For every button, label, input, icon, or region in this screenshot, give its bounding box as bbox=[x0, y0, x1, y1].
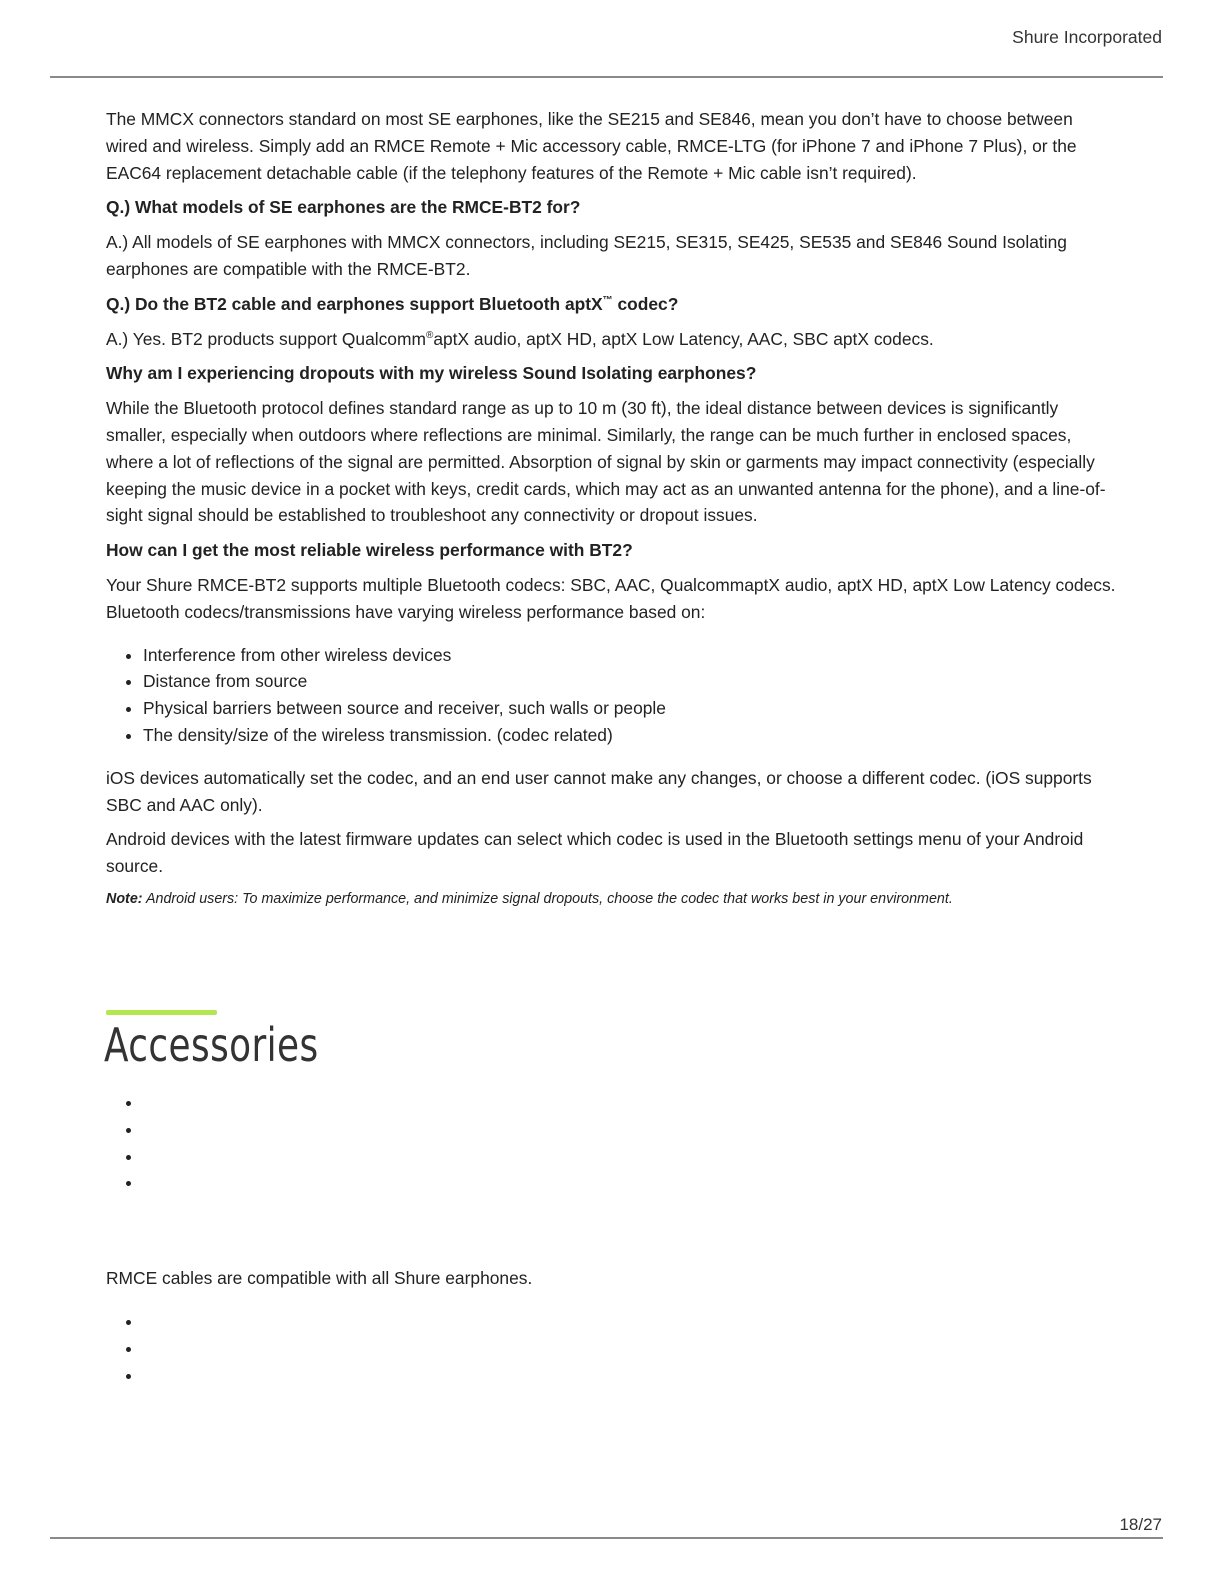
note-label: Note: bbox=[106, 890, 143, 907]
header-rule bbox=[50, 76, 1163, 78]
answer-aptx-text: A.) Yes. BT2 products support Qualcomm bbox=[106, 328, 426, 349]
answer-aptx-support bbox=[106, 326, 1116, 353]
rmce-cables-list bbox=[106, 1308, 143, 1388]
trademark-mark: ™ bbox=[602, 294, 613, 306]
question-rmce-bt2-models: Q.) What models of SE earphones are the RMCE-BT2 for? bbox=[106, 197, 581, 218]
note-text: Android users: To maximize performance, and minimize signal dropouts, choose the codec that works best in your environment. bbox=[142, 890, 953, 907]
answer-aptx-suffix: aptX audio, aptX HD, aptX Low Latency, AAC, SBC aptX codecs. bbox=[433, 328, 934, 349]
answer-reliable-performance: Your Shure RMCE-BT2 supports multiple Bluetooth codecs: SBC, AAC, QualcommaptX audio, aptX HD, aptX Low Latency codecs. Bluetooth codecs/transmissions have varying wireless performance based on: bbox=[106, 574, 1116, 622]
answer-rmce-bt2-models: A.) All models of SE earphones with MMCX connectors, including SE215, SE315, SE425, SE535 and SE846 Sound Isolating earphones are compatible with the RMCE-BT2. bbox=[106, 232, 1067, 279]
ios-paragraph: iOS devices automatically set the codec, and an end user cannot make any changes, or choose a different codec. (iOS supports SBC and AAC only). bbox=[106, 767, 1092, 815]
footer-rule bbox=[50, 1537, 1163, 1539]
performance-factors-list bbox=[106, 642, 1116, 749]
android-paragraph: Android devices with the latest firmware updates can select which codec is used in the Bluetooth settings menu of your Android source. bbox=[106, 829, 1084, 877]
registered-mark: ® bbox=[425, 329, 434, 341]
accessories-list bbox=[106, 1089, 143, 1196]
header-company: Shure Incorporated bbox=[1012, 27, 1162, 47]
list-item: • The density/size of the wireless transmission. (codec related) bbox=[143, 722, 1116, 749]
intro-paragraph: The MMCX connectors standard on most SE earphones, like the SE215 and SE846, mean you don’t have to choose between wired and wireless. Simply add an RMCE Remote + Mic accessory cable, RMCE-LTG (for iPhone 7 and iPhone 7 Plus), or the EAC64 replacement detachable cable (if the telephony features of the Remote + Mic cable isn’t required). bbox=[106, 109, 1077, 183]
rmce-compatibility-note: RMCE cables are compatible with all Shure earphones. bbox=[106, 1268, 533, 1288]
page-number: 18/27 bbox=[1119, 1515, 1162, 1534]
faq-content bbox=[106, 106, 1116, 918]
list-item: • Interference from other wireless devices bbox=[143, 642, 1116, 669]
answer-dropouts: While the Bluetooth protocol defines standard range as up to 10 m (30 ft), the ideal distance between devices is significantly smaller, especially when outdoors where reflections are minimal. Similarly, the range can be much further in enclosed spaces, where a lot of reflections of the signal are permitted. Absorption of signal by skin or garments may impact connectivity (especially keeping the music device in a pocket with keys, credit cards, which may act as an unwanted antenna for the phone), and a line-of-sight signal should be established to troubleshoot any connectivity or dropout issues. bbox=[106, 398, 1106, 526]
list-item: • Physical barriers between source and receiver, such walls or people bbox=[143, 695, 1116, 722]
question-aptx-text: Q.) Do the BT2 cable and earphones support Bluetooth aptX bbox=[106, 293, 603, 314]
question-aptx-suffix: codec? bbox=[612, 293, 679, 314]
note-paragraph bbox=[106, 888, 1116, 910]
question-dropouts: Why am I experiencing dropouts with my wireless Sound Isolating earphones? bbox=[106, 363, 757, 384]
section-accent-bar bbox=[106, 1010, 217, 1015]
section-title-accessories: Accessories bbox=[104, 1018, 319, 1072]
list-item: • Distance from source bbox=[143, 668, 1116, 695]
question-aptx-support bbox=[106, 291, 1116, 318]
question-reliable-performance: How can I get the most reliable wireless performance with BT2? bbox=[106, 540, 633, 561]
